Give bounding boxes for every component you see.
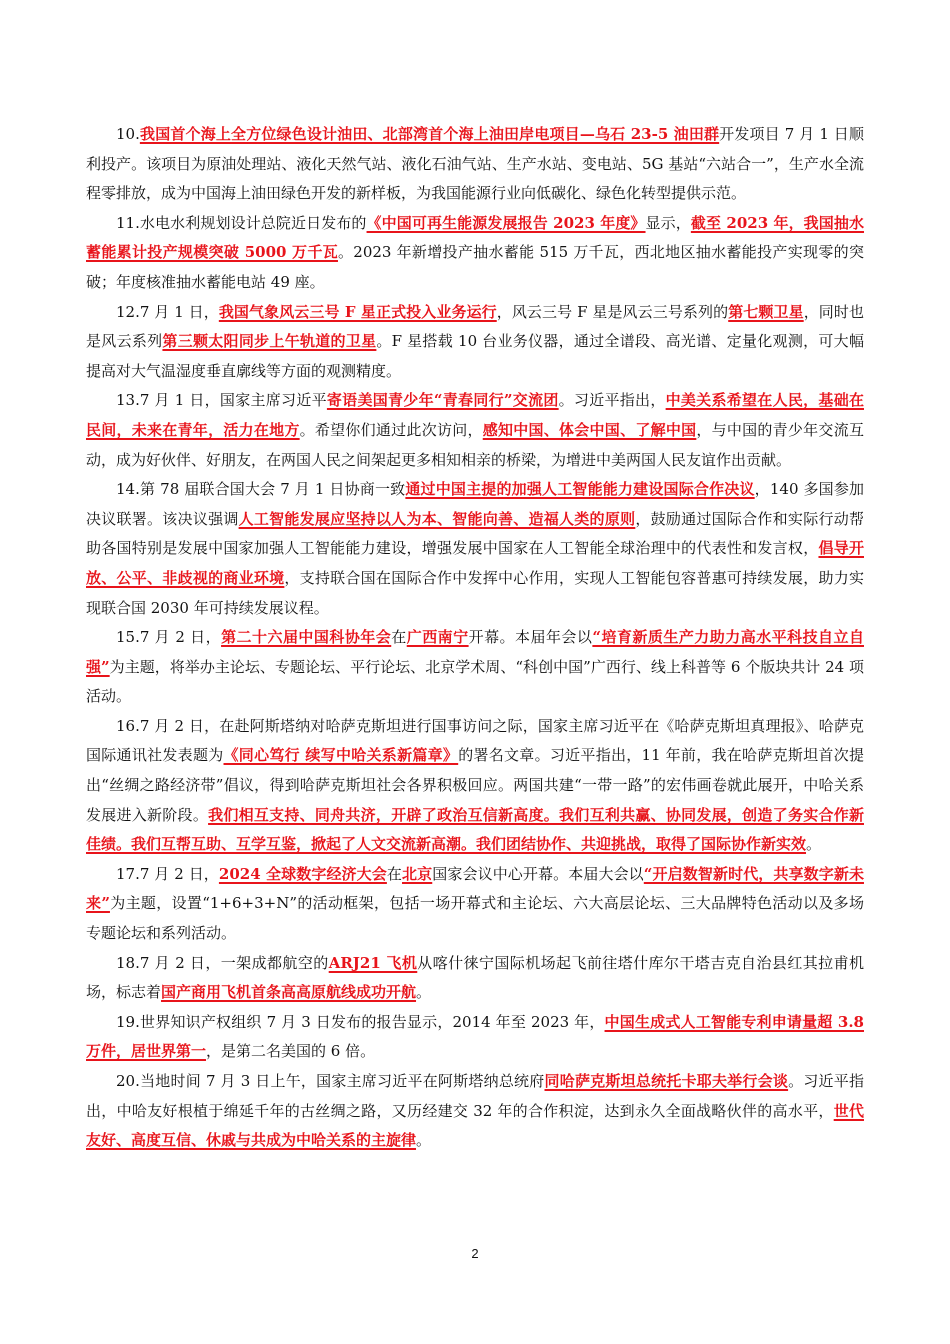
highlighted-text: 倡导开放、公平、非歧视的商业环境	[86, 539, 864, 587]
body-text: 12.7 月 1 日，	[116, 302, 219, 321]
highlighted-text: 第三颗太阳同步上午轨道的卫星	[162, 332, 377, 351]
page-number: 2	[471, 1246, 479, 1261]
body-text: 。2023 年新增投产抽水蓄能 515 万千瓦，西北地区抽水蓄能投产实现零的突破；年度核准抽水蓄能电站 49 座。	[86, 243, 864, 291]
highlighted-text: “开启数智新时代，共享数字新未来”	[86, 864, 864, 913]
body-text: ，140 多国参加决议联署。该决议强调	[86, 480, 865, 528]
body-text: 为主题，将举办主论坛、专题论坛、平行论坛、北京学术周、“科创中国”广西行、线上科普等 6 个版块共计 24 项活动。	[86, 657, 864, 706]
body-text: 国家会议中心开幕。本届大会以	[432, 864, 644, 883]
body-text: 11.水电水利规划设计总院近日发布的	[116, 213, 367, 232]
highlighted-text: “培育新质生产力助力高水平科技自立自强”	[86, 628, 864, 676]
body-text: 在	[391, 628, 407, 647]
highlighted-text: 截至 2023 年，我国抽水蓄能累计投产规模突破 5000 万千瓦	[86, 213, 864, 262]
highlighted-text: 《中国可再生能源发展报告 2023 年度》	[366, 213, 646, 232]
body-text: 。习近平指出，中哈友好根植于绵延千年的古丝绸之路，又历经建交 32 年的合作积淀，达到永久全面战略伙伴的高水平，	[86, 1072, 864, 1120]
body-text: ，风云三号 F 星是风云三号系列的	[496, 302, 729, 321]
body-text: 20.当地时间 7 月 3 日上午，国家主席习近平在阿斯塔纳总统府	[116, 1072, 545, 1090]
news-paragraph	[86, 860, 864, 949]
body-text: 的署名文章。习近平指出，11 年前，我在哈萨克斯坦首次提出“丝绸之路经济带”倡议，得到哈萨克斯坦社会各界积极回应。两国共建“一带一路”的宏伟画卷就此展开，中哈关系发展进入新阶段。	[86, 746, 864, 824]
body-text: ，同时也是风云系列	[86, 302, 864, 351]
news-paragraph	[86, 298, 864, 387]
body-text: 开发项目 7 月 1 日顺利投产。该项目为原油处理站、液化天然气站、液化石油气站、生产水站、变电站、5G 基站“六站合一”，生产水全流程零排放，成为中国海上油田绿色开发的新样板，为我国能源行业向低碳化、绿色化转型提供示范。	[86, 125, 864, 203]
body-text: 16.7 月 2 日，在赴阿斯塔纳对哈萨克斯坦进行国事访问之际，国家主席习近平在《哈萨克斯坦真理报》、哈萨克国际通讯社发表题为	[86, 716, 864, 765]
document-body	[86, 120, 864, 1156]
body-text: 19.世界知识产权组织 7 月 3 日发布的报告显示，2014 年至 2023 年，	[116, 1012, 605, 1031]
highlighted-text: 第七颗卫星	[728, 302, 804, 321]
news-paragraph	[86, 386, 864, 475]
highlighted-text: 第二十六届中国科协年会	[221, 628, 392, 647]
news-paragraph	[86, 1067, 864, 1156]
body-text: 。希望你们通过此次访问，	[299, 420, 483, 439]
body-text: 14.第 78 届联合国大会 7 月 1 日协商一致	[116, 480, 406, 499]
news-paragraph	[86, 712, 864, 860]
highlighted-text: 北京	[402, 864, 433, 883]
body-text: 。	[806, 835, 822, 854]
news-paragraph	[86, 120, 864, 209]
highlighted-text: 寄语美国青少年“青春同行”交流团	[326, 391, 559, 410]
body-text: 为主题，设置“1+6+3+N”的活动框架，包括一场开幕式和主论坛、六大高层论坛、三大品牌特色活动以及多场专题论坛和系列活动。	[86, 894, 864, 943]
highlighted-text: 感知中国、体会中国、了解中国	[482, 420, 697, 439]
body-text: 13.7 月 1 日，国家主席习近平	[116, 391, 327, 410]
news-paragraph	[86, 1008, 864, 1067]
body-text: 17.7 月 2 日，	[116, 864, 219, 883]
body-text: 15.7 月 2 日，	[116, 628, 222, 647]
highlighted-text: ARJ21 飞机	[328, 953, 418, 972]
body-text: 10.	[116, 125, 140, 143]
highlighted-text: 我国首个海上全方位绿色设计油田、北部湾首个海上油田岸电项目—乌石 23-5 油田群	[139, 125, 720, 143]
highlighted-text: 我国气象风云三号 F 星正式投入业务运行	[218, 302, 497, 321]
highlighted-text: 中美关系希望在人民，基础在民间，未来在青年，活力在地方	[86, 391, 864, 439]
body-text: ，支持联合国在国际合作中发挥中心作用，实现人工智能包容普惠可持续发展，助力实现联合国 2030 年可持续发展议程。	[86, 568, 864, 617]
body-text: 18.7 月 2 日，一架成都航空的	[116, 953, 329, 972]
highlighted-text: 通过中国主提的加强人工智能能力建设国际合作决议	[405, 480, 755, 499]
body-text: 显示，	[645, 213, 691, 232]
news-paragraph	[86, 949, 864, 1008]
body-text: 开幕。本届年会以	[468, 628, 593, 647]
highlighted-text: 国产商用飞机首条高高原航线成功开航	[161, 983, 417, 1002]
body-text: 从喀什徕宁国际机场起飞前往塔什库尔干塔吉克自治县红其拉甫机场，标志着	[86, 953, 864, 1002]
body-text: 。F 星搭载 10 台业务仪器，通过全谱段、高光谱、定量化观测，可大幅提高对大气温湿度垂直廓线等方面的观测精度。	[86, 332, 864, 380]
body-text: 在	[386, 864, 403, 883]
news-paragraph	[86, 209, 864, 298]
body-text: 。	[416, 983, 432, 1002]
body-text: ，鼓励通过国际合作和实际行动帮助各国特别是发展中国家加强人工智能能力建设，增强发展中国家在人工智能全球治理中的代表性和发言权，	[86, 509, 864, 558]
highlighted-text: 我们相互支持、同舟共济，开辟了政治互信新高度。我们互利共赢、协同发展，创造了务实合作新佳绩。我们互帮互助、互学互鉴，掀起了人文交流新高潮。我们团结协作、共迎挑战，取得了国际协作新实效	[86, 805, 864, 854]
highlighted-text: 《同心笃行 续写中哈关系新篇章》	[223, 746, 459, 765]
highlighted-text: 人工智能发展应坚持以人为本、智能向善、造福人类的原则	[238, 509, 636, 528]
news-paragraph	[86, 475, 864, 623]
highlighted-text: 同哈萨克斯坦总统托卡耶夫举行会谈	[544, 1072, 789, 1090]
body-text: ，是第二名美国的 6 倍。	[206, 1042, 376, 1061]
highlighted-text: 2024 全球数字经济大会	[218, 864, 387, 883]
highlighted-text: 世代友好、高度互信、休戚与共成为中哈关系的主旋律	[86, 1101, 864, 1150]
body-text: 。	[416, 1131, 432, 1150]
body-text: ，与中国的青少年交流互动，成为好伙伴、好朋友，在两国人民之间架起更多相知相亲的桥梁，为增进中美两国人民友谊作出贡献。	[86, 420, 864, 469]
news-paragraph	[86, 623, 864, 712]
highlighted-text: 中国生成式人工智能专利申请量超 3.8 万件，居世界第一	[86, 1012, 864, 1061]
body-text: 。习近平指出，	[558, 391, 666, 410]
highlighted-text: 广西南宁	[406, 628, 469, 647]
